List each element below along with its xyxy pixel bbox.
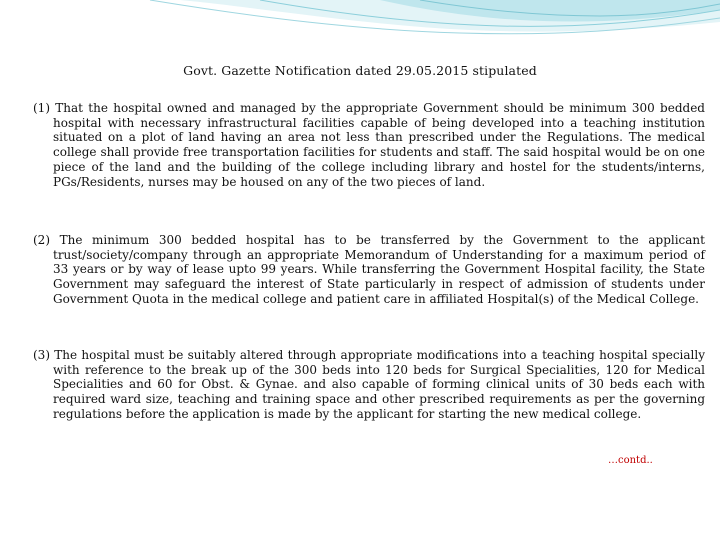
paragraph-number: (2) (33, 233, 50, 247)
page-title: Govt. Gazette Notification dated 29.05.2015 stipulated (183, 63, 537, 78)
paragraph-text: That the hospital owned and managed by the appropriate Government should be minimum 300 bedded hospital with necessary infrastructural facilities capable of being developed into a teaching institution situated on a plot of land having an area not less than prescribed under the Regulations. The medical college shall provide free transportation facilities for students and staff. The said hospital would be on one piece of the land and the building of the college including library and hostel for the students/interns, PGs/Residents, nurses may be housed on any of the two pieces of land. (53, 101, 705, 189)
paragraph-text: The minimum 300 bedded hospital has to be transferred by the Government to the applicant trust/society/company through an appropriate Memorandum of Understanding for a maximum period of 33 years or by way of lease upto 99 years. While transferring the Government Hospital facility, the State Government may safeguard the interest of State particularly in respect of admission of students under Government Quota in the medical college and patient care in affiliated Hospital(s) of the Medical College. (53, 233, 705, 306)
paragraph-number: (3) (33, 348, 50, 362)
paragraph-number: (1) (33, 101, 50, 115)
paragraph-text: The hospital must be suitably altered through appropriate modifications into a teaching hospital specially with reference to the break up of the 300 beds into 120 beds for Surgical Specialities, 120 for Medical Specialities and 60 for Obst. & Gynae. and also capable of forming clinical units of 30 beds each with required ward size, teaching and training space and other prescribed requirements as per the governing regulations before the application is made by the applicant for starting the new medical college. (53, 348, 705, 421)
paragraph-2 (33, 233, 705, 307)
paragraph-1 (33, 101, 705, 189)
continued-label: …contd.. (608, 455, 653, 466)
header-wave-decoration (0, 0, 720, 70)
paragraph-3 (33, 348, 705, 422)
